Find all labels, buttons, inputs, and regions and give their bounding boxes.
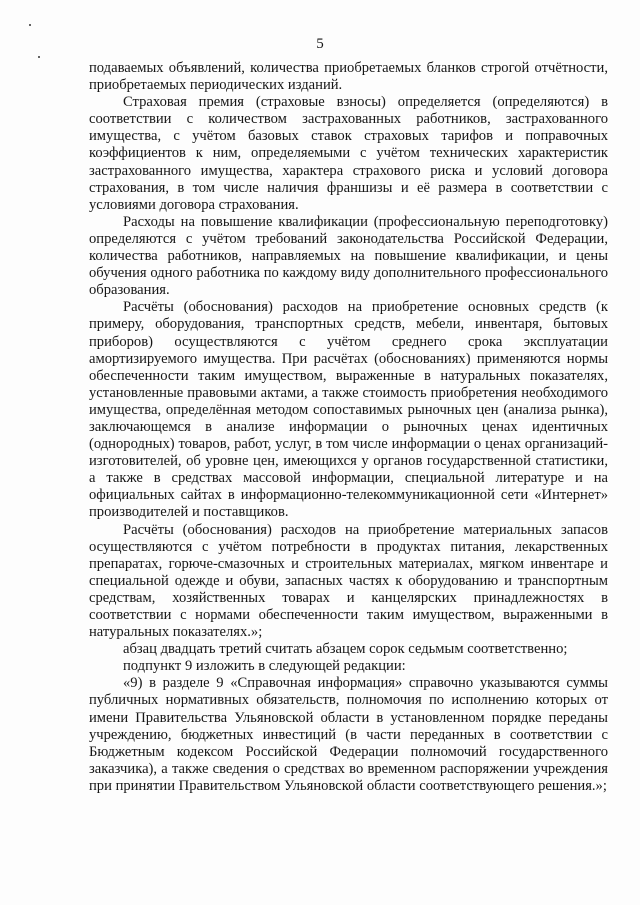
page-number: 5 [316,36,324,52]
document-body [89,60,608,795]
paragraph-subitem-9-intro: подпункт 9 изложить в следующей редакции: [123,658,406,675]
scan-speck [29,24,31,26]
scan-speck [38,56,40,58]
paragraph-insurance-premium: Страховая премия (страховые взносы) определяется (определяются) в соответствии с количеством застрахованных работников, застрахованного имущества, с учётом базовых ставок страховых тарифов и поправочных коэффициентов к ним, определяемыми с учётом технических характеристик застрахованного имущества, характера страхового риска и условий договора страхования, в том числе наличия франшизы и её размера в соответствии с условиями договора страхования. [89,94,608,213]
paragraph-continuation: подаваемых объявлений, количества приобретаемых бланков строгой отчётности, приобретаемых периодических изданий. [89,60,608,94]
paragraph-renumbering: абзац двадцать третий считать абзацем сорок седьмым соответственно; [123,641,568,658]
paragraph-reference-info: «9) в разделе 9 «Справочная информация» справочно указываются суммы публичных нормативных обязательств, полномочия по исполнению которых от имени Правительства Ульяновской области в установленном порядке переданы учреждению, бюджетных инвестиций (в части переданных в соответствии с Бюджетным кодексом Российской Федерации полномочий государственного заказчика), а также сведения о средствах во временном распоряжении учреждения при принятии Правительством Ульяновской области соответствующего решения.»; [89,675,608,794]
paragraph-material-stocks: Расчёты (обоснования) расходов на приобретение материальных запасов осуществляются с учётом потребности в продуктах питания, лекарственных препаратах, горюче-смазочных и строительных материалах, мягком инвентаре и специальной одежде и обуви, запасных частях к оборудованию и транспортным средствам, хозяйственных товарах и канцелярских принадлежностях в соответствии с нормами обеспеченности таким имуществом, выраженными в натуральных показателях.»; [89,521,608,641]
paragraph-fixed-assets: Расчёты (обоснования) расходов на приобретение основных средств (к примеру, оборудования, транспортных средств, мебели, инвентаря, бытовых приборов) осуществляются с учётом среднего срока эксплуатации амортизируемого имущества. При расчётах (обоснованиях) применяются нормы обеспеченности таким имуществом, выраженные в натуральных показателях, установленные правовыми актами, а также стоимость приобретения необходимого имущества, определённая методом сопоставимых рыночных цен (анализа рынка), заключающемся в анализе информации о рыночных ценах идентичных (однородных) товаров, работ, услуг, в том числе информации о ценах организаций-изготовителей, об уровне цен, имеющихся у органов государственной статистики, а также в средствах массовой информации, специальной литературе и на официальных сайтах в информационно-телекоммуникационной сети «Интернет» производителей и поставщиков. [89,299,608,521]
paragraph-qualification-costs: Расходы на повышение квалификации (профессиональную переподготовку) определяются с учётом требований законодательства Российской Федерации, количества работников, направляемых на повышение квалификации, и цены обучения одного работника по каждому виду дополнительного профессионального образования. [89,213,608,299]
